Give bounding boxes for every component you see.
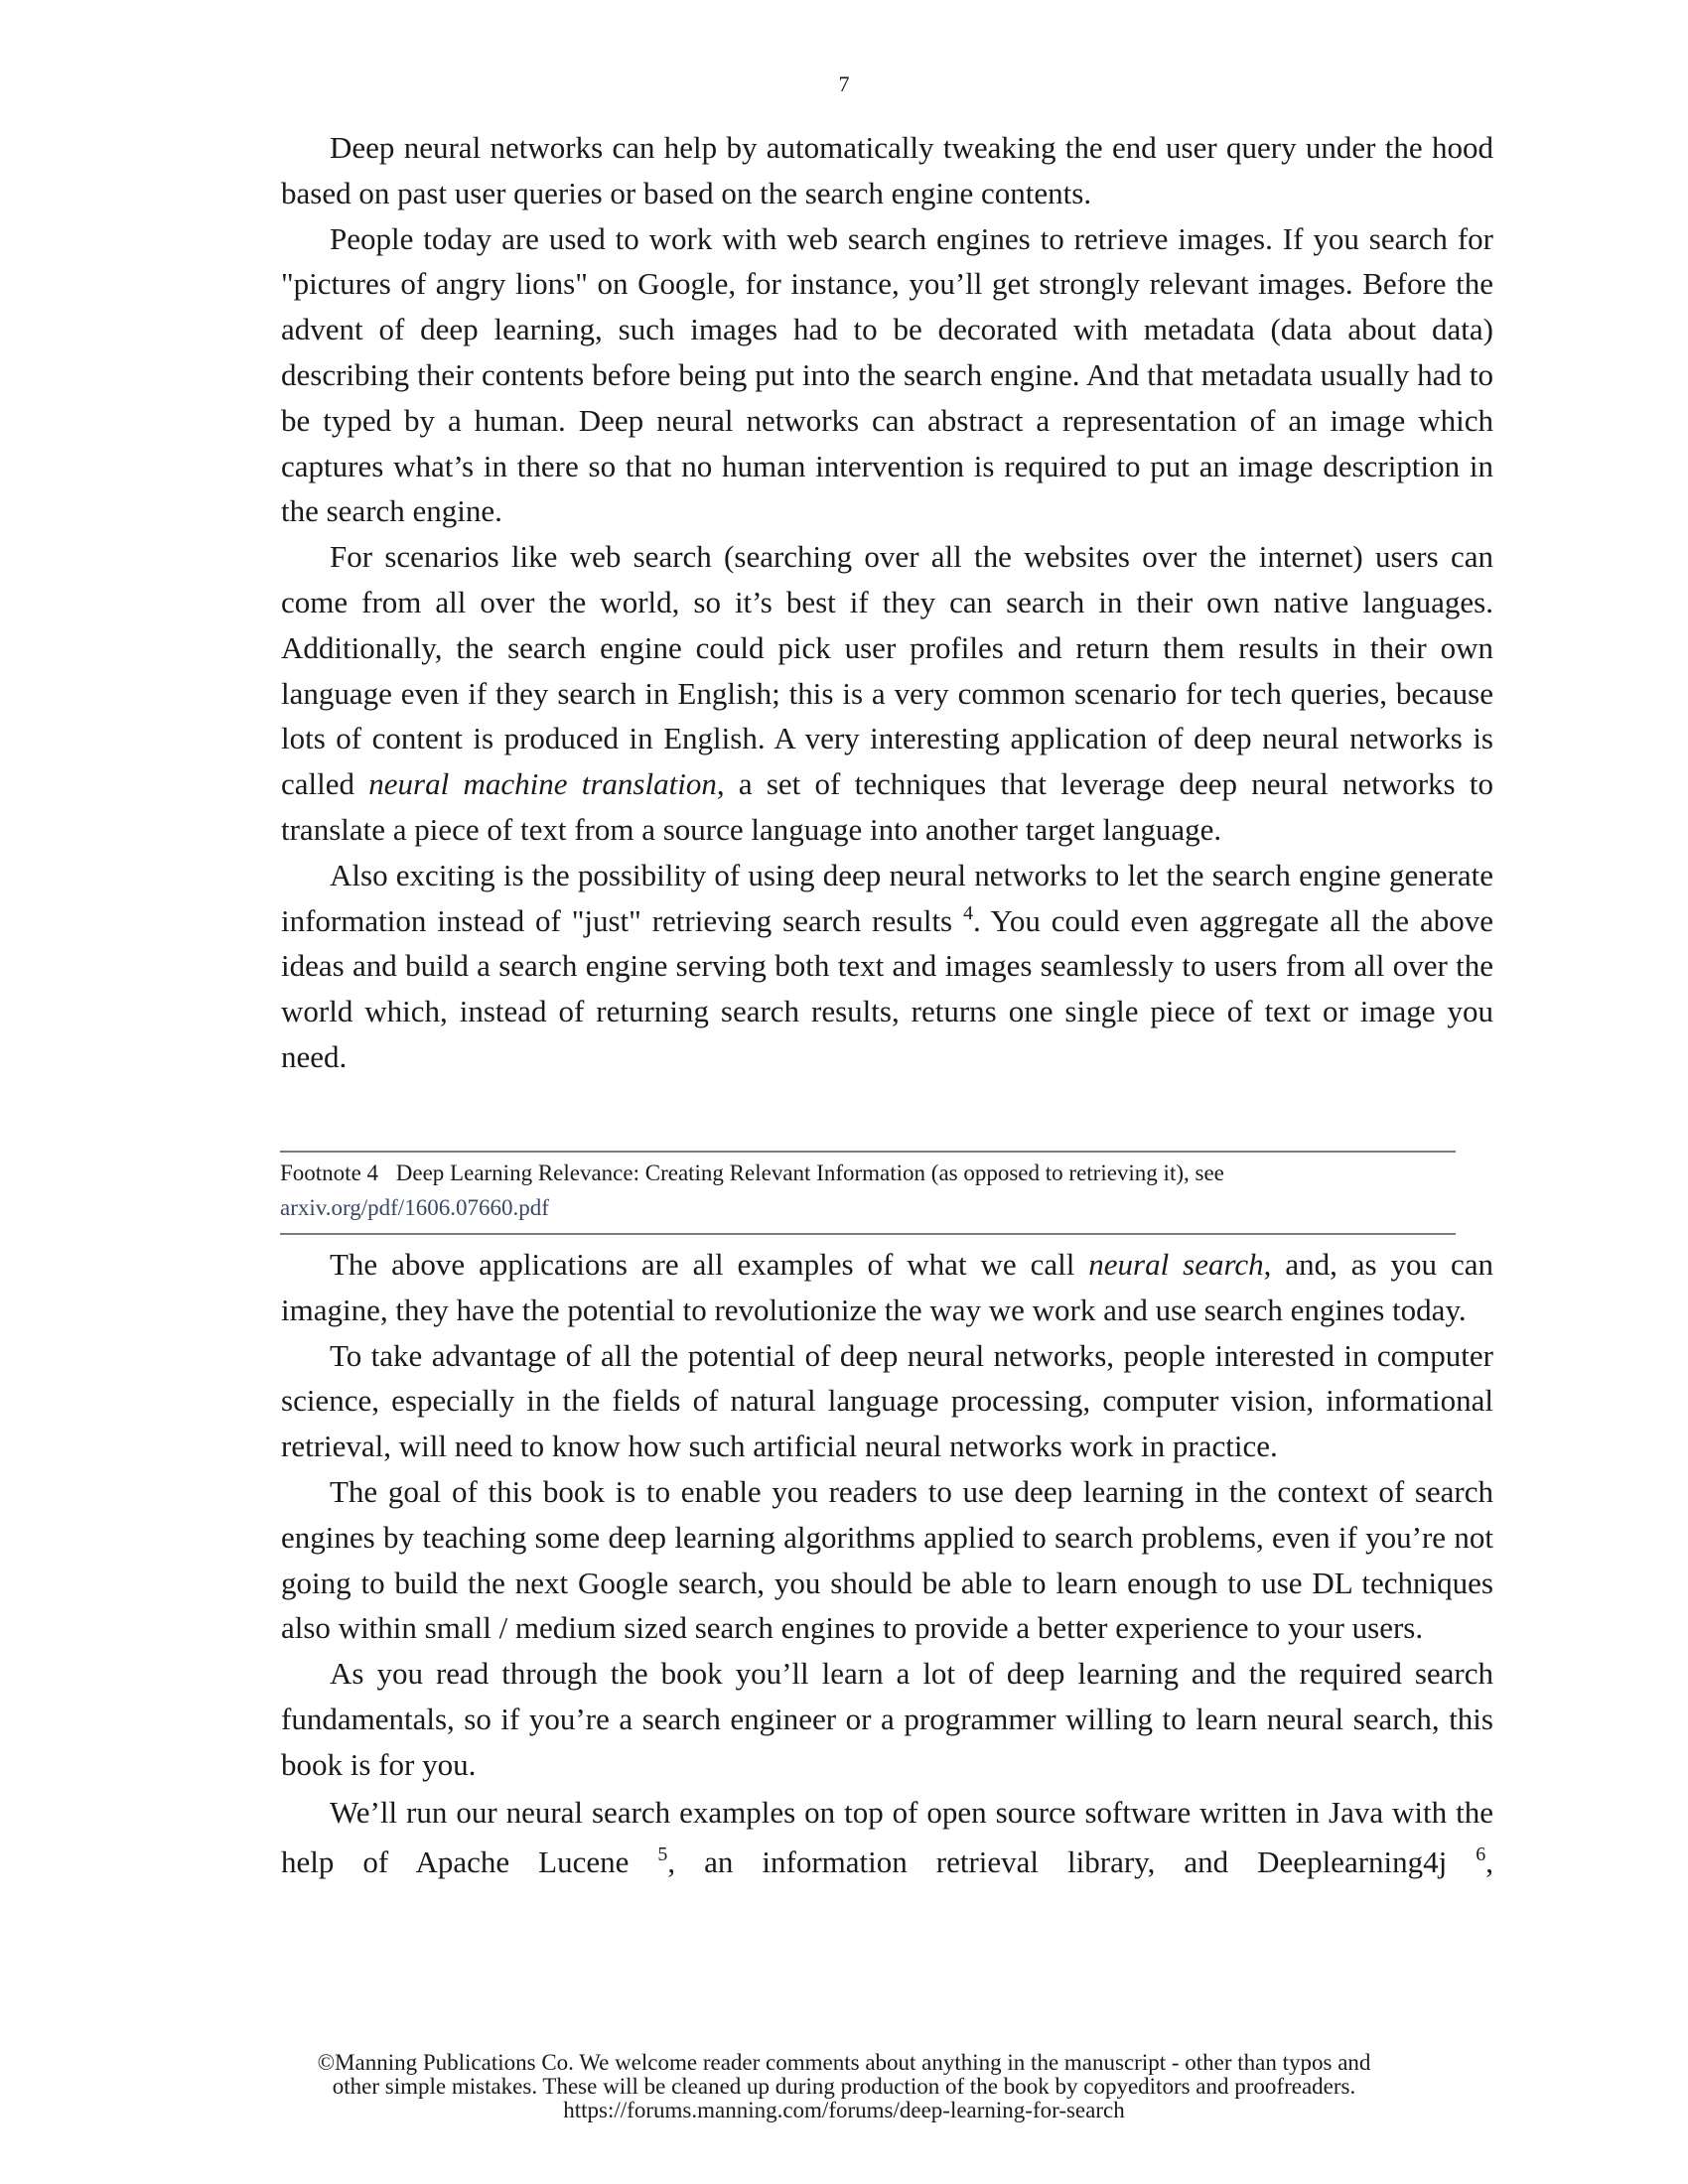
paragraph-text: The above applications are all examples of what we call — [330, 1247, 1089, 1282]
paragraph-neural-search — [281, 1242, 1493, 1333]
paragraph-text: , an information retrieval library, and Deeplearning4j — [667, 1843, 1477, 1879]
page-number: 7 — [838, 71, 850, 96]
paragraph-text: with the help of Apache Lucene — [281, 1794, 1493, 1879]
paragraph-text: We’ll run our neural search examples on top of open source software written in Java — [330, 1794, 1384, 1830]
footer-copyright: ©Manning Publications Co. We welcome reader comments about anything in the manuscript - other than typos and — [317, 2050, 1371, 2075]
page-footer — [0, 2051, 1688, 2122]
footer-forum-link[interactable]: https://forums.manning.com/forums/deep-learning-for-search — [563, 2098, 1125, 2122]
body-text-bottom — [281, 1242, 1493, 1887]
footnote-link[interactable]: arxiv.org/pdf/1606.07660.pdf — [280, 1195, 549, 1220]
paragraph-text: , and, as you can imagine, they have the potential to revolutionize the way we work and use search engines today. — [281, 1247, 1493, 1327]
paragraph-text: , a set of techniques that leverage deep neural networks to translate a piece of text from a source language into another target language. — [281, 766, 1493, 847]
paragraph-text: . You could even aggregate all the above ideas and build a search engine serving both text and images seamlessly to users from all over the world which, instead of returning search results, returns one single piece of text or image you need. — [281, 902, 1493, 1074]
paragraph-text: For scenarios like web search (searching over all the websites over the internet) users can come from all over the world, so it’s best if they can search in their own native languages. Additionally, the search engine could pick user profiles and return them results in their own language even if they search in English; this is a very common scenario for tech queries, because lots of content is produced in English. A very interesting application of deep neural networks is called — [281, 539, 1493, 802]
paragraph-book-goal — [281, 1469, 1493, 1651]
footer-notice: other simple mistakes. These will be cleaned up during production of the book by copyeditors and proofreaders. — [332, 2074, 1356, 2099]
body-text-top — [281, 125, 1493, 1080]
footnote-ref-6[interactable]: 6 — [1476, 1843, 1486, 1865]
paragraph-audience — [281, 1651, 1493, 1787]
footnote-label: Footnote 4 — [280, 1160, 379, 1185]
footnote-text: Deep Learning Relevance: Creating Relevant Information (as opposed to retrieving it), see — [395, 1160, 1224, 1185]
term-neural-search: neural search — [1088, 1247, 1264, 1282]
paragraph-text: As you read through the book you’ll learn a lot of deep learning and the required search fundamentals, so if you’re a search engineer or a programmer willing to learn neural search, this book is for you. — [281, 1656, 1493, 1782]
paragraph-text: People today are used to work with web search engines to retrieve images. If you search for "pictures of angry lions" on Google, for instance, you’ll get strongly relevant images. Before the advent of deep learning, such images had to be decorated with metadata (data about data) describing their contents before being put into the search engine. And that metadata usually had to be typed by a human. Deep neural networks can abstract a representation of an image which captures what’s in there so that no human intervention is required to put an image description in the search engine. — [281, 220, 1493, 529]
paragraph-potential — [281, 1333, 1493, 1469]
footnote-rule-bottom — [280, 1233, 1456, 1235]
paragraph-translation — [281, 534, 1493, 853]
paragraph-tools — [281, 1788, 1493, 1887]
paragraph-text: Deep neural networks can help by automatically tweaking the end user query under the hood based on past user queries or based on the search engine contents. — [281, 130, 1493, 210]
paragraph-text: Also exciting is the possibility of using deep neural networks to let the search engine generate information instead of "just" retrieving search results — [281, 857, 1493, 938]
term-neural-machine-translation: neural machine translation — [368, 766, 717, 802]
paragraph-generate-information — [281, 853, 1493, 1080]
footnote-rule-top — [280, 1151, 1456, 1153]
footnote-ref-5[interactable]: 5 — [657, 1843, 668, 1865]
footnote-4 — [280, 1156, 1456, 1225]
paragraph-image-search — [281, 216, 1493, 535]
paragraph-query-tweaking — [281, 125, 1493, 216]
paragraph-text: To take advantage of all the potential of deep neural networks, people interested in computer science, especially in the fields of natural language processing, computer vision, informational retrieval, will need to know how such artificial neural networks work in practice. — [281, 1337, 1493, 1464]
footnote-ref-4[interactable]: 4 — [963, 901, 974, 924]
paragraph-text: , — [1485, 1843, 1494, 1879]
paragraph-text: The goal of this book is to enable you readers to use deep learning in the context of search engines by teaching some deep learning algorithms applied to search problems, even if you’re not going to build the next Google search, you should be able to learn enough to use DL techniques also within small / medium sized search engines to provide a better experience to your users. — [281, 1473, 1493, 1646]
